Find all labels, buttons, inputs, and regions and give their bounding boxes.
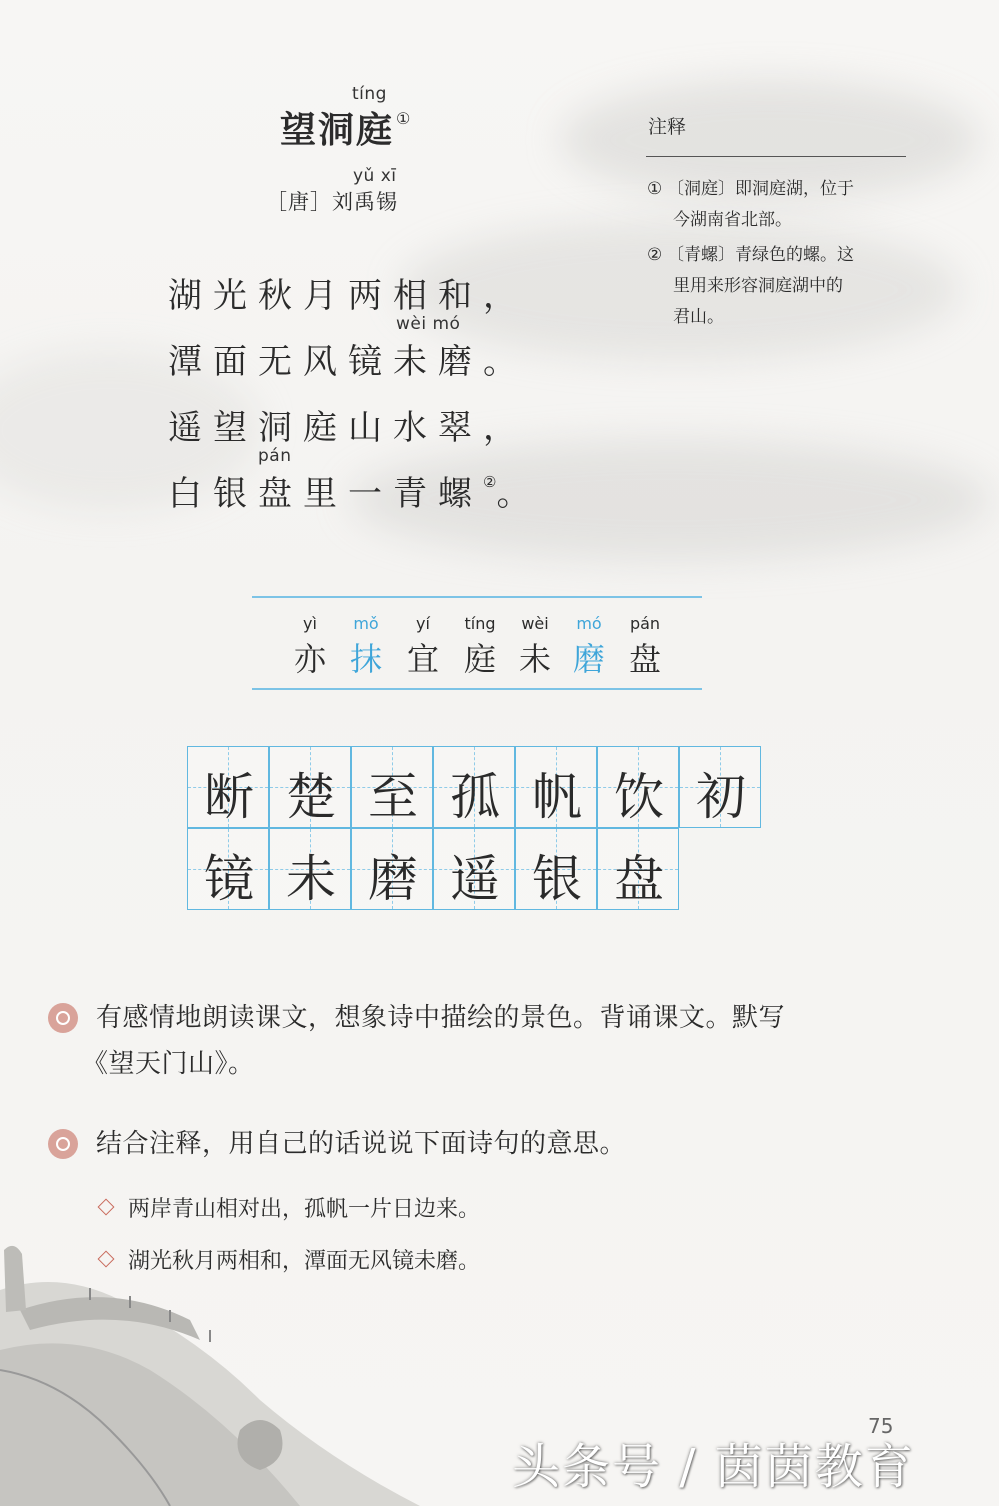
- grid-cell: [433, 746, 515, 828]
- reading-char-highlight: [564, 614, 614, 680]
- exercise-2-text: 结合注释，用自己的话说说下面诗句的意思。: [96, 1129, 627, 1159]
- poem-author: ［唐］刘禹锡: [266, 190, 398, 214]
- line-2-pinyin: wèi mó: [396, 314, 461, 334]
- grid-char: 镜: [204, 850, 254, 908]
- grid-char: 遥: [450, 850, 500, 908]
- bullet-item-1: [100, 1192, 480, 1223]
- reading-char-pinyin: tíng: [464, 614, 496, 633]
- poem-line-4-end: 。: [496, 474, 542, 514]
- grid-cell: [597, 828, 679, 910]
- grid-char: 至: [368, 768, 418, 826]
- author-pinyin: yǔ xī: [353, 166, 397, 186]
- grid-cell: [269, 828, 351, 910]
- notes-divider: [646, 156, 906, 157]
- grid-char: 初: [696, 768, 746, 826]
- reading-char-glyph: 亦: [293, 640, 326, 678]
- grid-char: 楚: [286, 768, 336, 826]
- reading-char: [510, 614, 560, 680]
- reading-char: [285, 614, 335, 680]
- note-1: [647, 174, 909, 236]
- reading-char-pinyin: pán: [629, 614, 661, 633]
- grid-cell: [433, 828, 515, 910]
- grid-cell: [679, 746, 761, 828]
- note-2-line1: 〔青螺〕青绿色的螺。这: [667, 245, 854, 265]
- grid-cell: [187, 746, 269, 828]
- grid-cell: [515, 746, 597, 828]
- line-4-pinyin: pán: [258, 446, 292, 466]
- reading-char-pinyin: wèi: [521, 614, 549, 633]
- note-1-line1: 〔洞庭〕即洞庭湖，位于: [667, 179, 854, 199]
- title-pinyin: tíng: [352, 84, 387, 104]
- poem-line-3: 遥望洞庭山水翠，: [168, 408, 528, 448]
- poem-line-2: 潭面无风镜未磨。: [168, 342, 528, 382]
- reading-char-glyph: 盘: [628, 640, 661, 678]
- grid-char: 盘: [614, 850, 664, 908]
- poem-line-4: [168, 466, 541, 515]
- grid-char: 饮: [614, 768, 664, 826]
- note-1-line2: 今湖南省北部。: [673, 210, 792, 230]
- reading-char-glyph: 未: [518, 640, 551, 678]
- bullet-item-text: 两岸青山相对出，孤帆一片日边来。: [128, 1197, 481, 1222]
- grid-char: 断: [204, 768, 254, 826]
- grid-cell: [351, 828, 433, 910]
- grid-char: 未: [286, 850, 336, 908]
- grid-cell: [269, 746, 351, 828]
- grid-cell: [187, 828, 269, 910]
- note-2-number: ②: [647, 245, 663, 265]
- reading-char-pinyin: mó: [576, 614, 602, 633]
- grid-char: 磨: [368, 850, 418, 908]
- poem-title-text: 望洞庭: [280, 109, 395, 151]
- reading-char-highlight: [341, 614, 391, 680]
- exercise-icon: [48, 1129, 78, 1159]
- note-2-line3: 君山。: [673, 307, 724, 327]
- writing-grid: [187, 746, 767, 914]
- grid-char: 银: [532, 850, 582, 908]
- grid-cell: [351, 746, 433, 828]
- grid-char: 孤: [450, 768, 500, 826]
- note-2: [647, 240, 909, 333]
- grid-cell: [597, 746, 679, 828]
- reading-char: [620, 614, 670, 680]
- poem-line-4-text: 白银盘里一青螺: [168, 474, 483, 514]
- exercise-1-line2: 《望天门山》。: [82, 1049, 255, 1079]
- notes-heading: 注释: [648, 116, 687, 138]
- note-1-number: ①: [647, 179, 663, 199]
- reading-char-pinyin: yì: [303, 614, 317, 633]
- poem-title: [280, 102, 412, 153]
- bullet-item-text: 湖光秋月两相和，潭面无风镜未磨。: [128, 1249, 481, 1274]
- reading-char-pinyin: yí: [416, 614, 430, 633]
- line-4-note-mark: ②: [483, 473, 497, 491]
- reading-char-glyph: 抹: [349, 640, 382, 678]
- grid-char: 帆: [532, 768, 582, 826]
- reading-char-pinyin: mǒ: [353, 614, 379, 633]
- title-note-mark: ①: [396, 109, 413, 128]
- reading-char-glyph: 磨: [572, 640, 605, 678]
- reading-char: [455, 614, 505, 680]
- exercise-icon: [48, 1003, 78, 1033]
- reading-char-glyph: 庭: [463, 640, 496, 678]
- diamond-bullet-icon: [98, 1251, 115, 1268]
- reading-char-glyph: 宜: [406, 640, 439, 678]
- grid-cell: [515, 828, 597, 910]
- reading-char: [398, 614, 448, 680]
- exercise-1-line1: 有感情地朗读课文，想象诗中描绘的景色。背诵课文。默写: [96, 1003, 786, 1033]
- bullet-item-2: [100, 1244, 480, 1275]
- watermark: 头条号 / 茵茵教育: [512, 1439, 915, 1495]
- note-2-line2: 里用来形容洞庭湖中的: [673, 276, 843, 296]
- diamond-bullet-icon: [98, 1199, 115, 1216]
- page-number: 75: [868, 1414, 894, 1438]
- poem-line-1: 湖光秋月两相和，: [168, 276, 528, 316]
